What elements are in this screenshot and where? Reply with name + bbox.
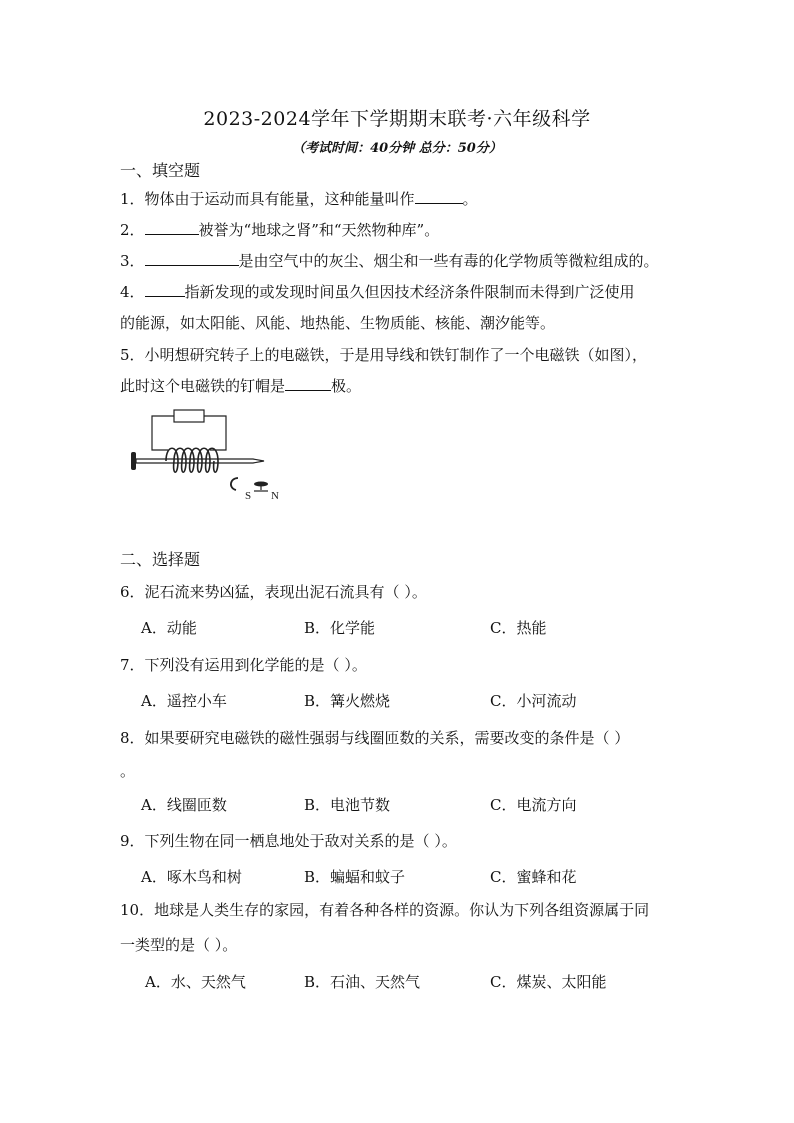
answer-blank[interactable] <box>415 189 463 204</box>
label-s: S <box>245 490 252 502</box>
option-a[interactable]: A．啄木鸟和树 <box>141 868 242 886</box>
option-b[interactable]: B．化学能 <box>304 619 376 637</box>
question-text: 极。 <box>331 377 362 395</box>
answer-blank[interactable] <box>145 220 199 235</box>
question-4 <box>120 282 635 302</box>
option-b[interactable]: B．蝙蝠和蚊子 <box>304 868 406 886</box>
question-5: 5．小明想研究转子上的电磁铁，于是用导线和铁钉制作了一个电磁铁（如图）， <box>120 346 648 364</box>
option-c[interactable]: C．热能 <box>490 619 547 637</box>
question-text: 。 <box>462 190 478 208</box>
question-8-tail: 。 <box>120 762 136 780</box>
question-text: 2． <box>120 221 145 239</box>
section-heading-fill-blank: 一、填空题 <box>120 161 201 180</box>
question-1 <box>120 189 478 209</box>
compass-needle-icon <box>254 482 268 487</box>
electromagnet-diagram <box>128 404 278 504</box>
answer-blank[interactable] <box>285 376 331 391</box>
option-b[interactable]: B．石油、天然气 <box>304 973 421 991</box>
question-7: 7．下列没有运用到化学能的是（ ）。 <box>120 656 367 674</box>
option-c[interactable]: C．电流方向 <box>490 796 577 814</box>
exam-info: （考试时间：40分钟 总分：50分） <box>292 141 502 156</box>
option-c[interactable]: C．小河流动 <box>490 692 577 710</box>
question-text: 被誉为“地球之肾”和“天然物种库”。 <box>198 221 440 239</box>
question-3 <box>120 251 659 271</box>
question-2 <box>120 220 439 240</box>
battery-symbol <box>174 410 204 422</box>
question-5-line2 <box>120 376 361 396</box>
option-c[interactable]: C．煤炭、太阳能 <box>490 973 607 991</box>
question-text: 1．物体由于运动而具有能量，这种能量叫作 <box>120 190 415 208</box>
option-a[interactable]: A．动能 <box>141 619 197 637</box>
page-title: 2023-2024学年下学期期末联考·六年级科学 <box>203 108 591 130</box>
question-6: 6．泥石流来势凶猛，表现出泥石流具有（ ）。 <box>120 583 427 601</box>
question-text: 此时这个电磁铁的钉帽是 <box>120 377 286 395</box>
answer-blank[interactable] <box>145 282 185 297</box>
option-c[interactable]: C．蜜蜂和花 <box>490 868 577 886</box>
option-b[interactable]: B．篝火燃烧 <box>304 692 391 710</box>
nail-body <box>136 459 264 463</box>
question-8: 8．如果要研究电磁铁的磁性强弱与线圈匝数的关系，需要改变的条件是（ ） <box>120 729 630 747</box>
question-10: 10．地球是人类生存的家园，有着各种各样的资源。你认为下列各组资源属于同 <box>120 901 650 919</box>
question-text: 3． <box>120 252 145 270</box>
arrow-icon <box>231 478 238 490</box>
question-text: 是由空气中的灰尘、烟尘和一些有毒的化学物质等微粒组成的。 <box>238 252 659 270</box>
question-9: 9．下列生物在同一栖息地处于敌对关系的是（ ）。 <box>120 832 457 850</box>
label-n: N <box>271 490 279 502</box>
nail-head <box>131 452 136 470</box>
answer-blank[interactable] <box>145 251 239 266</box>
question-4-line2: 的能源，如太阳能、风能、地热能、生物质能、核能、潮汐能等。 <box>120 314 556 332</box>
question-10-line2: 一类型的是（ ）。 <box>120 936 238 954</box>
option-a[interactable]: A．遥控小车 <box>141 692 227 710</box>
option-a[interactable]: A．线圈匝数 <box>141 796 227 814</box>
option-a[interactable]: A．水、天然气 <box>145 973 246 991</box>
question-text: 指新发现的或发现时间虽久但因技术经济条件限制而未得到广泛使用 <box>184 283 635 301</box>
option-b[interactable]: B．电池节数 <box>304 796 391 814</box>
question-text: 4． <box>120 283 145 301</box>
section-heading-choice: 二、选择题 <box>120 550 201 569</box>
